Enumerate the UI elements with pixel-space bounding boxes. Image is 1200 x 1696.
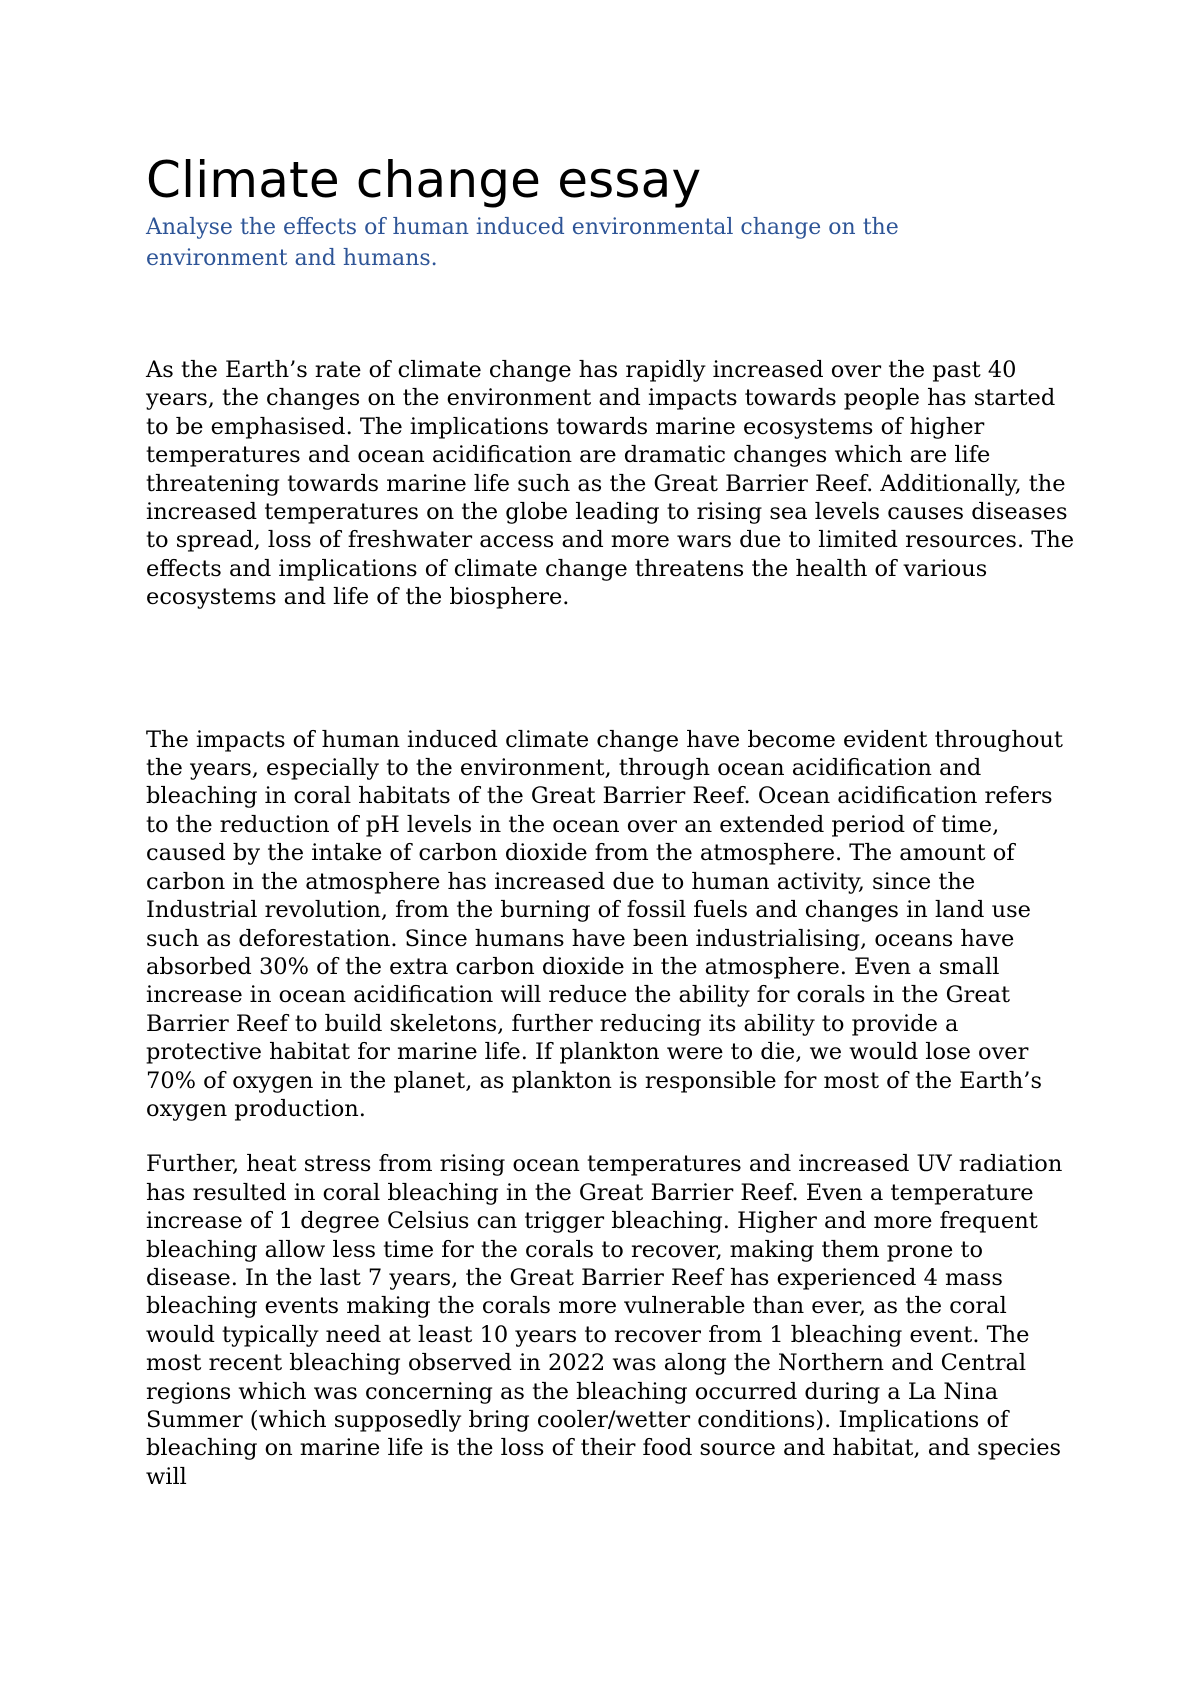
document-subtitle: Analyse the effects of human induced environmental change on the environment and humans. [146,215,899,271]
paragraph-introduction: As the Earth’s rate of climate change has rapidly increased over the past 40 years, the changes on the environment and impacts towards people has started to be emphasised. The implications towards marine ecosystems of higher temperatures and ocean acidification are dramatic changes which are life threatening towards marine life such as the Great Barrier Reef. Additionally, the increased temperatures on the globe leading to rising sea levels causes diseases to spread, loss of freshwater access and more wars due to limited resources. The effects and implications of climate change threatens the health of various ecosystems and life of the biosphere. [146,357,1075,611]
paragraph-ocean-acidification: The impacts of human induced climate change have become evident throughout the years, especially to the environment, through ocean acidification and bleaching in coral habitats of the Great Barrier Reef. Ocean acidification refers to the reduction of pH levels in the ocean over an extended period of time, caused by the intake of carbon dioxide from the atmosphere. The amount of carbon in the atmosphere has increased due to human activity, since the Industrial revolution, from the burning of fossil fuels and changes in land use such as deforestation. Since humans have been industrialising, oceans have absorbed 30% of the extra carbon dioxide in the atmosphere. Even a small increase in ocean acidification will reduce the ability for corals in the Great Barrier Reef to build skeletons, further reducing its ability to provide a protective habitat for marine life. If plankton were to die, we would lose over 70% of oxygen in the planet, as plankton is responsible for most of the Earth’s oxygen production. [146,726,1063,1122]
paragraph-coral-bleaching: Further, heat stress from rising ocean temperatures and increased UV radiation has resulted in coral bleaching in the Great Barrier Reef. Even a temperature increase of 1 degree Celsius can trigger bleaching. Higher and more frequent bleaching allow less time for the corals to recover, making them prone to disease. In the last 7 years, the Great Barrier Reef has experienced 4 mass bleaching events making the corals more vulnerable than ever, as the coral would typically need at least 10 years to recover from 1 bleaching event. The most recent bleaching observed in 2022 was along the Northern and Central regions which was concerning as the bleaching occurred during a La Nina Summer (which supposedly bring cooler/wetter conditions). Implications of bleaching on marine life is the loss of their food source and habitat, and species will [146,1151,1063,1490]
document-body [146,150,1076,1491]
document-title: Climate change essay [146,151,702,209]
